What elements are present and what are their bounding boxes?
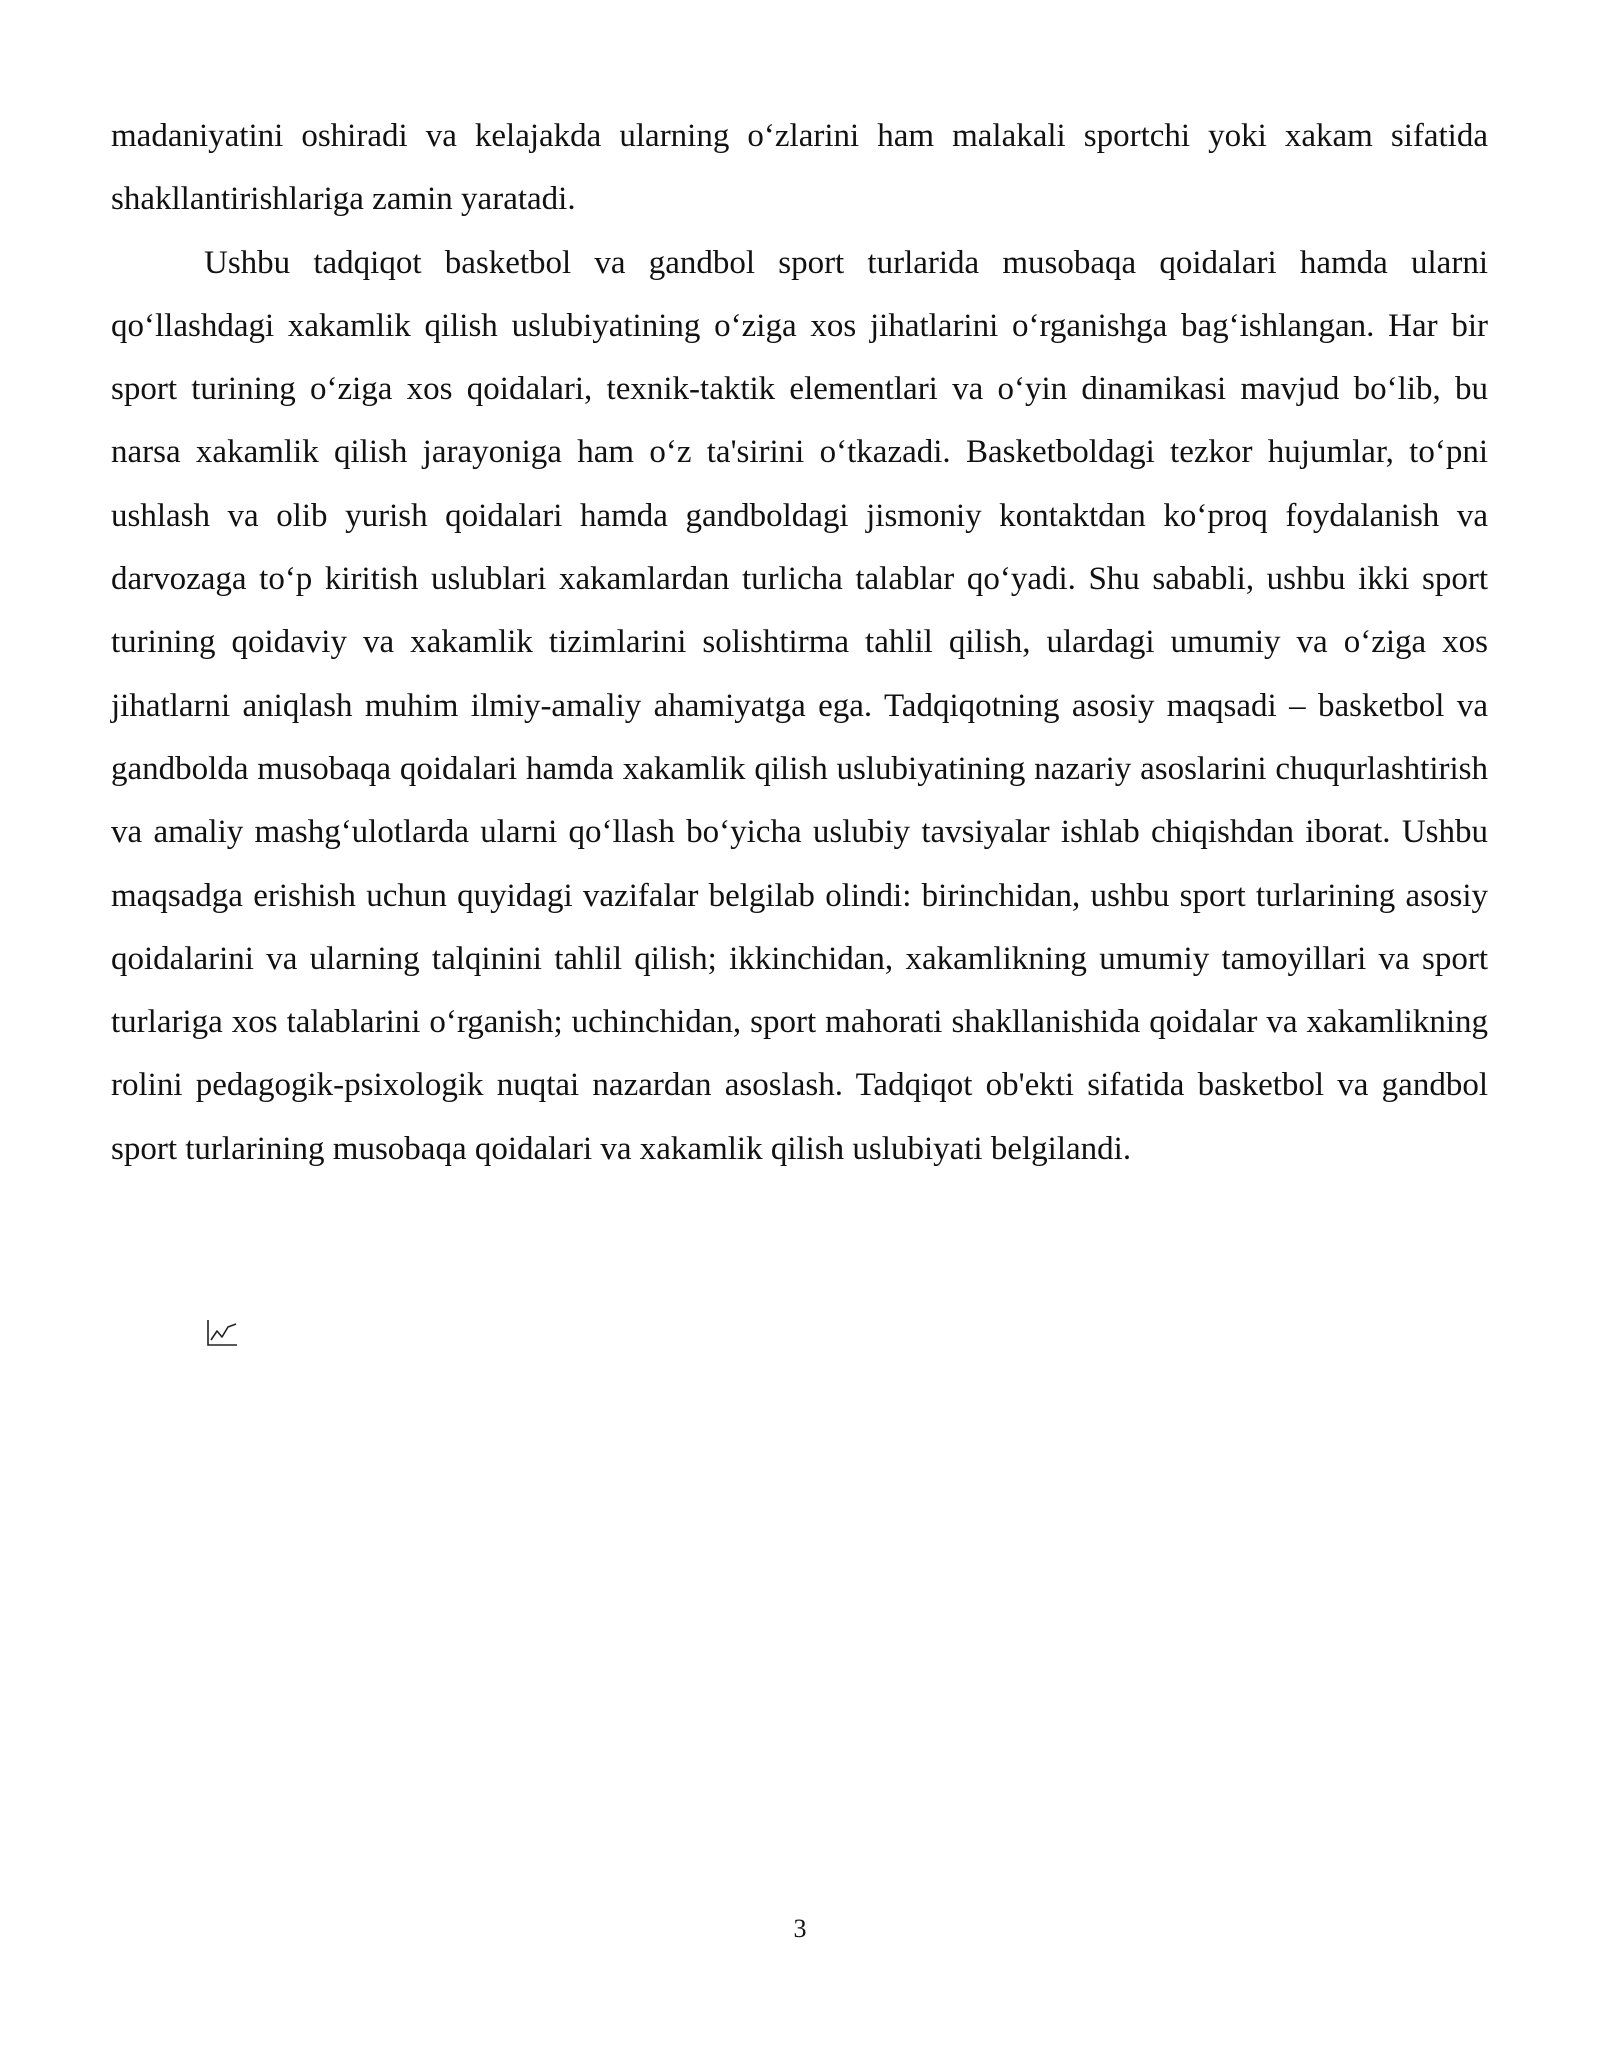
- body-text: [111, 105, 1488, 1181]
- page-number: 3: [793, 1914, 807, 1943]
- paragraph-continuation: madaniyatini oshiradi va kelajakda ularning o‘zlarini ham malakali sportchi yoki xakam sifatida shakllantirishlariga zamin yaratadi.: [111, 118, 1488, 218]
- line-chart-icon: [205, 1318, 239, 1348]
- paragraph-research-description: Ushbu tadqiqot basketbol va gandbol sport turlarida musobaqa qoidalari hamda ularni qo‘llashdagi xakamlik qilish uslubiyatining o‘ziga xos jihatlarini o‘rganishga bag‘ishlangan. Har bir sport turining o‘ziga xos qoidalari, texnik-taktik elementlari va o‘yin dinamikasi mavjud bo‘lib, bu narsa xakamlik qilish jarayoniga ham o‘z ta'sirini o‘tkazadi. Basketboldagi tezkor hujumlar, to‘pni ushlash va olib yurish qoidalari hamda gandboldagi jismoniy kontaktdan ko‘proq foydalanish va darvozaga to‘p kiritish uslublari xakamlardan turlicha talablar qo‘yadi. Shu sababli, ushbu ikki sport turining qoidaviy va xakamlik tizimlarini solishtirma tahlil qilish, ulardagi umumiy va o‘ziga xos jihatlarni aniqlash muhim ilmiy-amaliy ahamiyatga ega. Tadqiqotning asosiy maqsadi – basketbol va gandbolda musobaqa qoidalari hamda xakamlik qilish uslubiyatining nazariy asoslarini chuqurlashtirish va amaliy mashg‘ulotlarda ularni qo‘llash bo‘yicha uslubiy tavsiyalar ishlab chiqishdan iborat. Ushbu maqsadga erishish uchun quyidagi vazifalar belgilab olindi: birinchidan, ushbu sport turlarining asosiy qoidalarini va ularning talqinini tahlil qilish; ikkinchidan, xakamlikning umumiy tamoyillari va sport turlariga xos talablarini o‘rganish; uchinchidan, sport mahorati shakllanishida qoidalar va xakamlikning rolini pedagogik-psixologik nuqtai nazardan asoslash. Tadqiqot ob'ekti sifatida basketbol va gandbol sport turlarining musobaqa qoidalari va xakamlik qilish uslubiyati belgilandi.: [111, 244, 1488, 1167]
